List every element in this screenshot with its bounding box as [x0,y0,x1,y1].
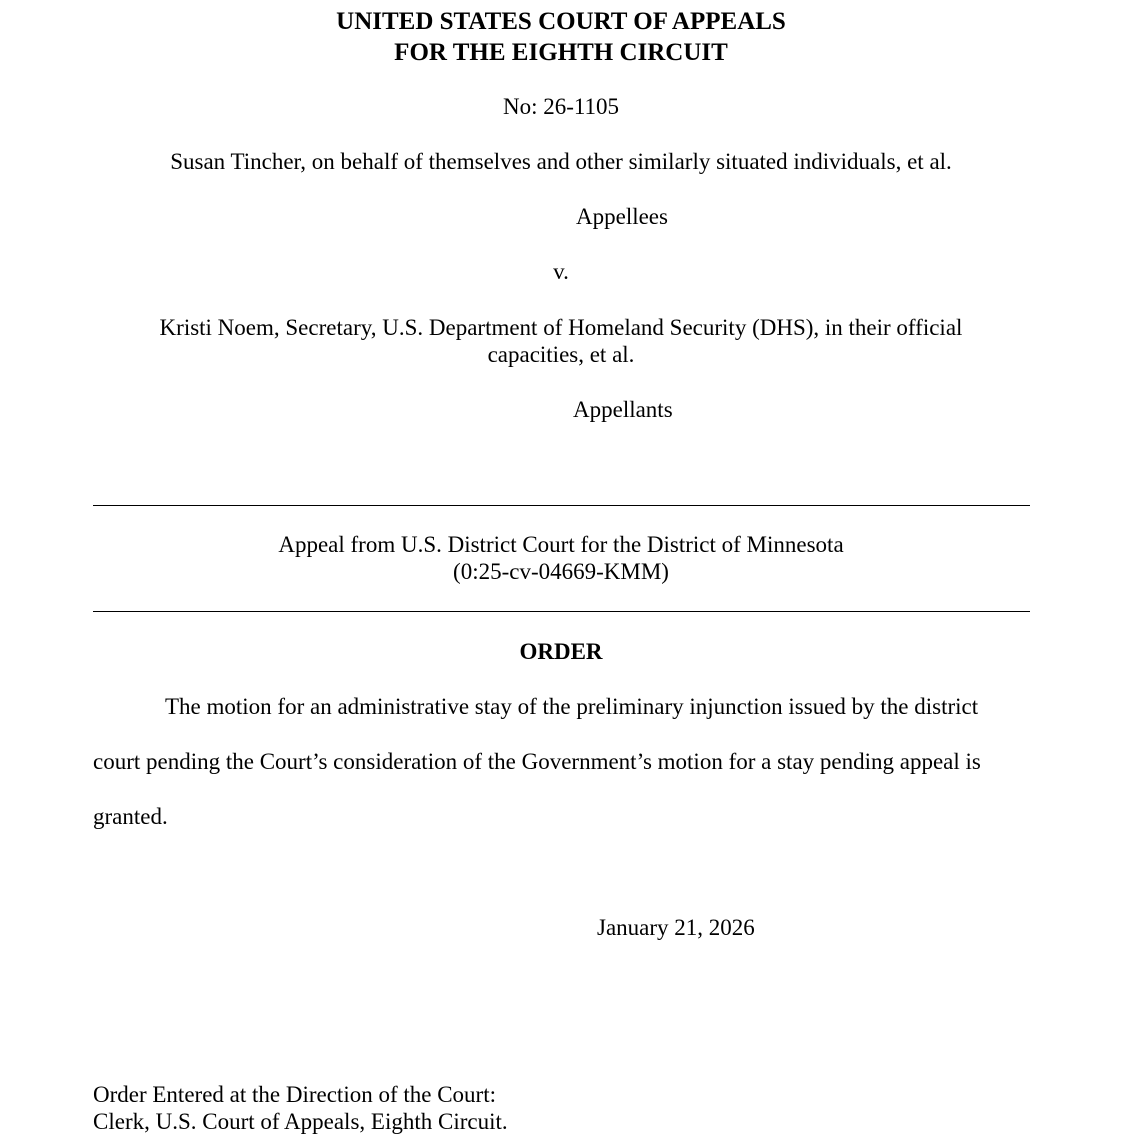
appeal-origin-line-1: Appeal from U.S. District Court for the District of Minnesota [278,532,844,557]
appeal-origin-line-2: (0:25-cv-04669-KMM) [453,559,669,584]
order-text-line-1: The motion for an administrative stay of the preliminary injunction issued by the district [165,694,979,719]
appellants-role: Appellants [573,397,673,422]
order-date: January 21, 2026 [597,915,755,940]
case-number: No: 26-1105 [502,94,620,119]
versus: v. [553,259,569,284]
appellees-name: Susan Tincher, on behalf of themselves and other similarly situated individuals, et al. [170,149,952,174]
order-text-line-3: granted. [93,804,168,829]
top-divider-rule [93,505,1030,506]
appellants-name-line-1: Kristi Noem, Secretary, U.S. Department of Homeland Security (DHS), in their official [159,315,963,340]
appellants-name-line-2: capacities, et al. [487,342,635,367]
order-heading: ORDER [519,639,603,664]
court-title-line-2: FOR THE EIGHTH CIRCUIT [394,39,728,66]
footer-line-2: Clerk, U.S. Court of Appeals, Eighth Circuit. [93,1109,508,1134]
appellees-role: Appellees [576,204,668,229]
order-text-line-2: court pending the Court’s consideration of the Government’s motion for a stay pending appeal is [93,749,981,774]
bottom-divider-rule [93,611,1030,612]
court-title [0,6,1122,68]
footer-line-1: Order Entered at the Direction of the Court: [93,1082,496,1107]
court-title-line-1: UNITED STATES COURT OF APPEALS [336,8,786,35]
